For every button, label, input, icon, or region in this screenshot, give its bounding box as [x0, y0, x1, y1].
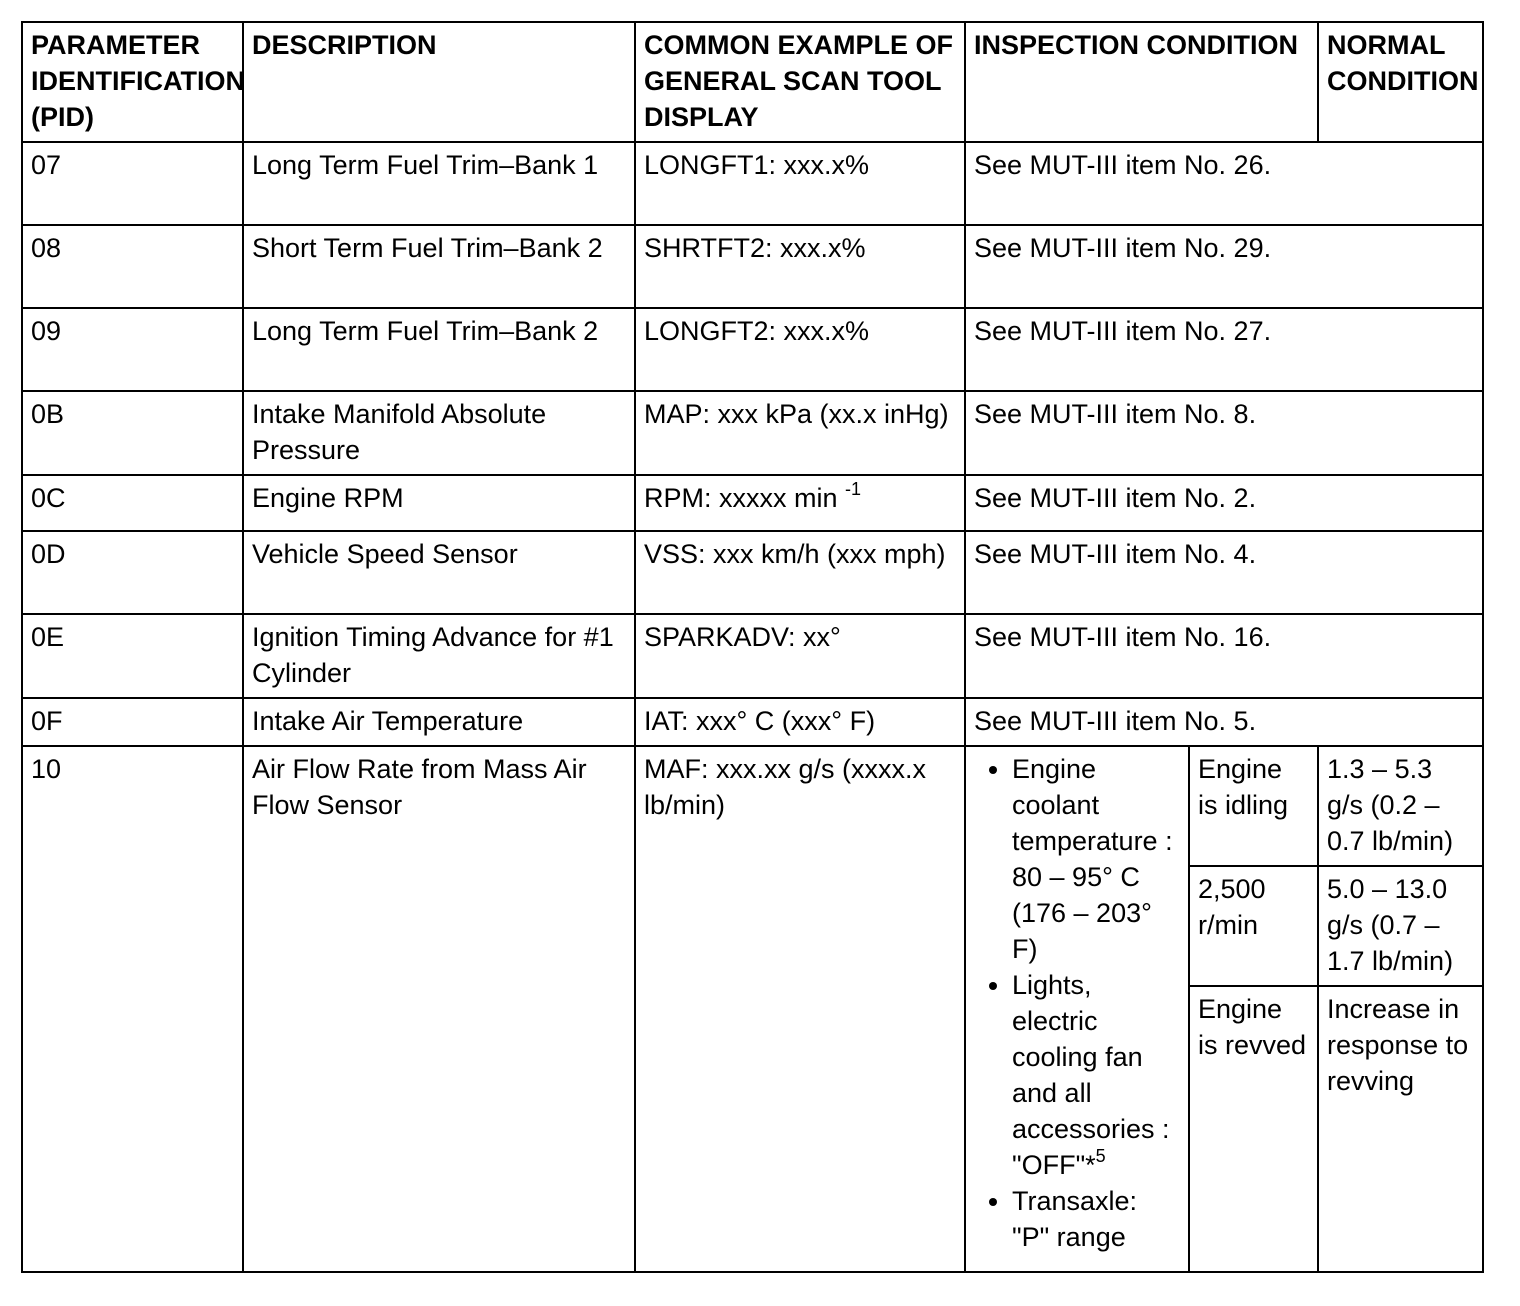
- maf-row: [22, 746, 1483, 866]
- example-cell: LONGFT1: xxx.x%: [635, 142, 965, 225]
- header-description: DESCRIPTION: [243, 22, 635, 142]
- pid-cell: 10: [22, 746, 243, 1272]
- example-cell: LONGFT2: xxx.x%: [635, 308, 965, 391]
- condition-list: [974, 751, 1180, 1255]
- pid-table: [21, 21, 1484, 1273]
- condition-item: • Engine coolant temperature : 80 – 95° C (176 – 203° F): [1012, 751, 1180, 967]
- normal-value-cell: 5.0 – 13.0 g/s (0.7 – 1.7 lb/min): [1318, 866, 1483, 986]
- pid-cell: 0F: [22, 698, 243, 746]
- header-row: [22, 22, 1483, 142]
- example-cell: IAT: xxx° C (xxx° F): [635, 698, 965, 746]
- condition-item: • Transaxle: "P" range: [1012, 1183, 1180, 1255]
- header-inspection: INSPECTION CONDITION: [965, 22, 1318, 142]
- normal-value-cell: 1.3 – 5.3 g/s (0.2 – 0.7 lb/min): [1318, 746, 1483, 866]
- example-cell: MAP: xxx kPa (xx.x inHg): [635, 391, 965, 475]
- description-cell: Ignition Timing Advance for #1 Cylinder: [243, 614, 635, 698]
- inspection-cell: See MUT-III item No. 26.: [965, 142, 1483, 225]
- pid-cell: 08: [22, 225, 243, 308]
- inspection-cell: See MUT-III item No. 5.: [965, 698, 1483, 746]
- description-cell: Intake Manifold Absolute Pressure: [243, 391, 635, 475]
- table-row: [22, 391, 1483, 475]
- pid-cell: 0C: [22, 475, 243, 531]
- example-text: RPM: xxxxx min: [644, 483, 838, 513]
- inspection-cell: See MUT-III item No. 2.: [965, 475, 1483, 531]
- example-cell: [635, 475, 965, 531]
- inspection-cell: See MUT-III item No. 27.: [965, 308, 1483, 391]
- inspection-cell: See MUT-III item No. 8.: [965, 391, 1483, 475]
- description-cell: Air Flow Rate from Mass Air Flow Sensor: [243, 746, 635, 1272]
- footnote-mark: 5: [1095, 1146, 1106, 1166]
- description-cell: Intake Air Temperature: [243, 698, 635, 746]
- description-cell: Short Term Fuel Trim–Bank 2: [243, 225, 635, 308]
- inspection-cell: See MUT-III item No. 16.: [965, 614, 1483, 698]
- inspection-cell: See MUT-III item No. 29.: [965, 225, 1483, 308]
- table-row: [22, 225, 1483, 308]
- pid-cell: 0E: [22, 614, 243, 698]
- description-cell: Vehicle Speed Sensor: [243, 531, 635, 614]
- header-normal: NORMAL CONDITION: [1318, 22, 1483, 142]
- pid-cell: 0D: [22, 531, 243, 614]
- engine-state-cell: Engine is revved: [1189, 986, 1318, 1272]
- header-example: COMMON EXAMPLE OF GENERAL SCAN TOOL DISPLAY: [635, 22, 965, 142]
- example-cell: SHRTFT2: xxx.x%: [635, 225, 965, 308]
- description-cell: Engine RPM: [243, 475, 635, 531]
- table-row: [22, 308, 1483, 391]
- pid-cell: 09: [22, 308, 243, 391]
- header-pid: PARAMETER IDENTIFICATION (PID): [22, 22, 243, 142]
- inspection-cell: See MUT-III item No. 4.: [965, 531, 1483, 614]
- description-cell: Long Term Fuel Trim–Bank 2: [243, 308, 635, 391]
- condition-item: [1012, 967, 1180, 1183]
- pid-cell: 0B: [22, 391, 243, 475]
- example-cell: SPARKADV: xx°: [635, 614, 965, 698]
- condition-text: Lights, electric cooling fan and all accessories : "OFF"*: [1012, 970, 1170, 1180]
- exponent: -1: [845, 479, 862, 499]
- example-cell: VSS: xxx km/h (xxx mph): [635, 531, 965, 614]
- example-cell: MAF: xxx.xx g/s (xxxx.x lb/min): [635, 746, 965, 1272]
- table-row: [22, 614, 1483, 698]
- pid-cell: 07: [22, 142, 243, 225]
- table-row: [22, 698, 1483, 746]
- inspection-conditions-cell: [965, 746, 1189, 1272]
- engine-state-cell: Engine is idling: [1189, 746, 1318, 866]
- table-row: [22, 531, 1483, 614]
- description-cell: Long Term Fuel Trim–Bank 1: [243, 142, 635, 225]
- table-row: [22, 142, 1483, 225]
- table-row: [22, 475, 1483, 531]
- engine-state-cell: 2,500 r/min: [1189, 866, 1318, 986]
- normal-value-cell: Increase in response to revving: [1318, 986, 1483, 1272]
